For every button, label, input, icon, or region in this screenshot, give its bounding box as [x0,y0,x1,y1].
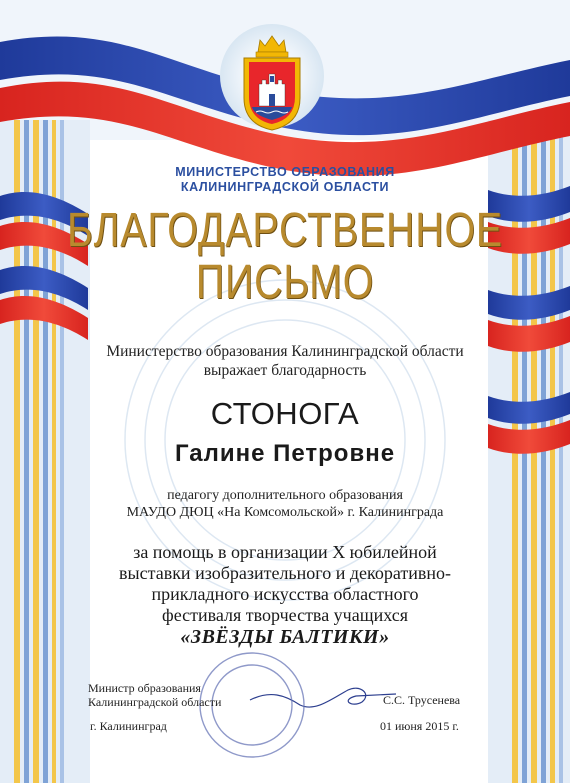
gratitude-reason [0,542,570,626]
recipient-surname: СТОНОГА [210,396,360,431]
ministry-line-1: МИНИСТЕРСТВО ОБРАЗОВАНИЯ [175,165,395,179]
city: г. Калининград [90,719,167,733]
intro-line-2: выражает благодарность [203,362,367,379]
festival-name: «ЗВЁЗДЫ БАЛТИКИ» [180,626,390,648]
reason-line-2: выставки изобразительного и декоративно- [119,563,451,583]
ministry-header [0,165,570,195]
position-line-2: МАУДО ДЮЦ «На Комсомольской» г. Калининграда [126,505,444,520]
title-line-1: БЛАГОДАРСТВЕННОЕ [66,204,503,257]
recipient-given-names: Галине Петровне [174,440,396,467]
ministry-line-2: КАЛИНИНГРАДСКОЙ ОБЛАСТИ [180,180,390,194]
recipient-position [0,487,570,521]
signer-title-line-1: Министр образования [88,681,201,695]
intro-text [0,342,570,380]
reason-line-3: прикладного искусства областного [151,584,419,604]
intro-line-1: Министерство образования Калининградской области [106,343,464,360]
signer-title-line-2: Калининградской области [88,695,222,709]
issue-date: 01 июня 2015 г. [380,719,459,733]
signer-name: С.С. Трусенева [383,693,461,707]
reason-line-4: фестиваля творчества учащихся [162,605,408,625]
title-line-2: ПИСЬМО [195,256,375,309]
reason-line-1: за помощь в организации X юбилейной [133,542,437,562]
position-line-1: педагогу дополнительного образования [167,488,403,503]
signer-title [88,681,221,709]
